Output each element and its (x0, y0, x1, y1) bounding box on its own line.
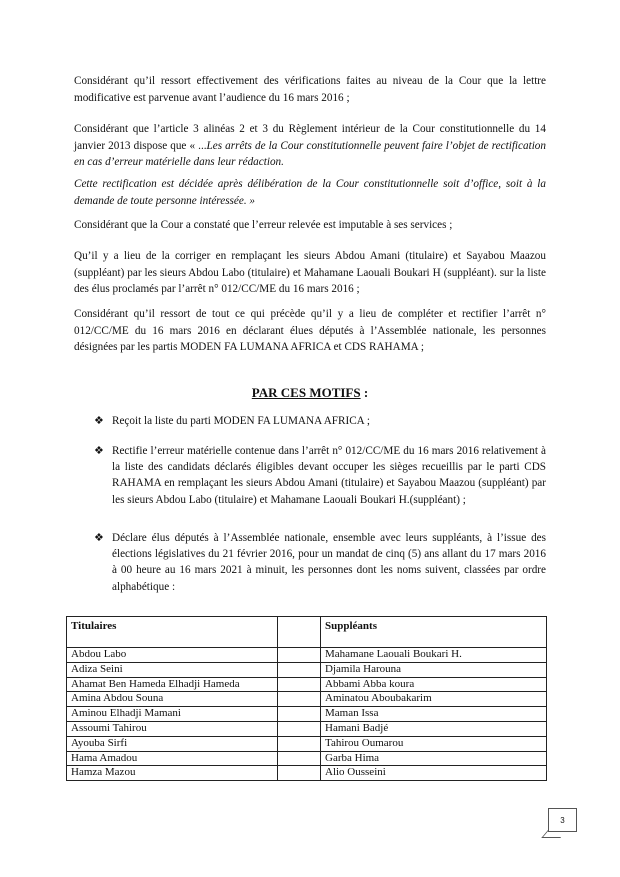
bullet-item-1 (94, 413, 546, 429)
paragraph-3 (74, 176, 546, 209)
table-cell-spacer (278, 751, 321, 766)
bullet-item-1-text: Reçoit la liste du parti MODEN FA LUMANA AFRICA ; (112, 415, 371, 427)
table-row (67, 766, 547, 781)
table-row (67, 736, 547, 751)
diamond-bullet-icon: ❖ (94, 444, 104, 457)
table-cell-suppleant: Djamila Harouna (321, 662, 547, 677)
table-cell-titulaire: Assoumi Tahirou (67, 721, 278, 736)
table-row (67, 677, 547, 692)
table-cell-titulaire: Aminou Elhadji Mamani (67, 707, 278, 722)
table-header-spacer (278, 617, 321, 648)
table-cell-titulaire: Ahamat Ben Hameda Elhadji Hameda (67, 677, 278, 692)
table-cell-spacer (278, 677, 321, 692)
bullet-item-2 (94, 443, 546, 508)
table-cell-titulaire: Hamza Mazou (67, 766, 278, 781)
section-heading (0, 385, 620, 401)
section-heading-label: PAR CES MOTIFS (251, 385, 361, 400)
table-row (67, 648, 547, 663)
table-row (67, 721, 547, 736)
table-cell-spacer (278, 766, 321, 781)
table-cell-titulaire: Amina Abdou Souna (67, 692, 278, 707)
diamond-bullet-icon: ❖ (94, 414, 104, 427)
bullet-item-2-text: Rectifie l’erreur matérielle contenue dans l’arrêt n° 012/CC/ME du 16 mars 2016 relativement à la liste des candidats déclarés éligibles devant occuper les sièges recueillis par le parti CDS RAHAMA en remplaçant les sieurs Abdou Amani (titulaire) et Sayabou Maazou (suppléant) par les sieurs Abdou Labo (titulaire) et Mahamane Laouali Boukari H.(suppléant) ; (112, 445, 546, 506)
table-header-suppleants: Suppléants (321, 617, 547, 648)
paragraph-2-text: Considérant que l’article 3 alinéas 2 et 3 du Règlement intérieur de la Cour constitutionnelle du 14 janvier 2013 dispose que « ... (74, 123, 546, 152)
table-cell-suppleant: Mahamane Laouali Boukari H. (321, 648, 547, 663)
paragraph-3-text: Cette rectification est décidée après délibération de la Cour constitutionnelle soit d’office, soit à la demande de toute personne intéressée. » (74, 178, 546, 207)
paragraph-1 (74, 73, 546, 106)
paragraph-1-text: Considérant qu’il ressort effectivement des vérifications faites au niveau de la Cour que la lettre modificative est parvenue avant l’audience du 16 mars 2016 ; (74, 75, 546, 104)
table-header-row (67, 617, 547, 648)
table-cell-suppleant: Garba Hima (321, 751, 547, 766)
table-cell-suppleant: Aminatou Aboubakarim (321, 692, 547, 707)
table-cell-titulaire: Abdou Labo (67, 648, 278, 663)
table-cell-spacer (278, 662, 321, 677)
table-cell-spacer (278, 707, 321, 722)
bullet-item-3-text: Déclare élus députés à l’Assemblée nationale, ensemble avec leurs suppléants, à l’issue des élections législatives du 21 février 2016, pour un mandat de cinq (5) ans allant du 17 mars 2016 à 00 heure au 16 mars 2021 à minuit, les personnes dont les noms suivent, classées par ordre alphabétique : (112, 532, 546, 593)
table-header-titulaires: Titulaires (67, 617, 278, 648)
diamond-bullet-icon: ❖ (94, 531, 104, 544)
table-cell-suppleant: Hamani Badjé (321, 721, 547, 736)
table-row (67, 692, 547, 707)
table-cell-spacer (278, 736, 321, 751)
table-cell-spacer (278, 648, 321, 663)
paragraph-2-quote: Les arrêts de la Cour constitutionnelle peuvent faire l’objet de rectification en cas d’erreur matérielle dans leur rédaction. (74, 139, 546, 168)
paragraph-2 (74, 121, 546, 171)
paragraph-4 (74, 217, 546, 234)
table-row (67, 751, 547, 766)
table-row (67, 707, 547, 722)
paragraph-6 (74, 306, 546, 356)
section-heading-suffix: : (360, 385, 369, 400)
table-cell-spacer (278, 721, 321, 736)
page-number: 3 (548, 808, 577, 832)
paragraph-6-text: Considérant qu’il ressort de tout ce qui précède qu’il y a lieu de compléter et rectifier l’arrêt n° 012/CC/ME du 16 mars 2016 en déclarant élues députés à l’Assemblée nationale, les personnes désignées par les partis MODEN FA LUMANA AFRICA et CDS RAHAMA ; (74, 308, 546, 353)
paragraph-5-text: Qu’il y a lieu de la corriger en remplaçant les sieurs Abdou Amani (titulaire) et Sayabou Maazou (suppléant) par les sieurs Abdou Labo (titulaire) et Mahamane Laouali Boukari H (suppléant). sur la liste des élus proclamés par l’arrêt n° 012/CC/ME du 16 mars 2016 ; (74, 250, 546, 295)
elected-deputies-table (66, 616, 547, 781)
table-cell-titulaire: Ayouba Sirfi (67, 736, 278, 751)
table-body (67, 648, 547, 781)
table-row (67, 662, 547, 677)
table-cell-suppleant: Alio Ousseini (321, 766, 547, 781)
table-cell-spacer (278, 692, 321, 707)
paragraph-4-text: Considérant que la Cour a constaté que l’erreur relevée est imputable à ses services ; (74, 219, 453, 231)
paragraph-5 (74, 248, 546, 298)
table-cell-suppleant: Maman Issa (321, 707, 547, 722)
table-cell-suppleant: Abbami Abba koura (321, 677, 547, 692)
table-cell-titulaire: Adiza Seini (67, 662, 278, 677)
table-cell-titulaire: Hama Amadou (67, 751, 278, 766)
bullet-item-3 (94, 530, 546, 595)
table-cell-suppleant: Tahirou Oumarou (321, 736, 547, 751)
